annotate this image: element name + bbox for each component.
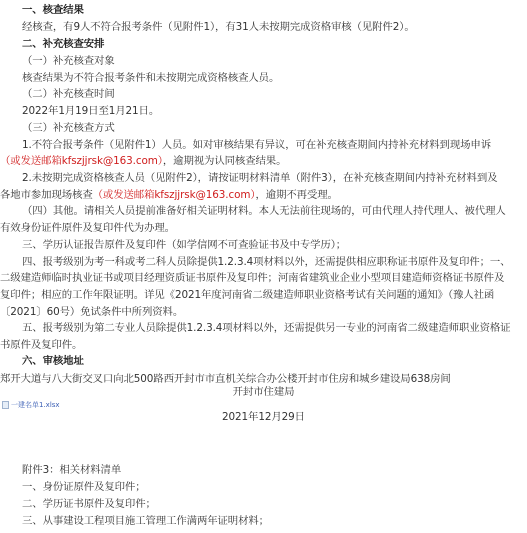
section-2-sub3: （三）补充核查方式 [22, 122, 115, 134]
section-2-sub2: （二）补充核查时间 [22, 88, 115, 100]
section-2-sub1-body: 核查结果为不符合报考条件和未按期完成资格核查人员。 [22, 72, 280, 84]
email-note: （或发送邮箱kfszjjrsk@163.com） [0, 155, 163, 167]
paragraph-1-line-2 [0, 154, 286, 169]
paragraph-3-line-1: （四）其他。请相关人员提前准备好相关证明材料。本人无法前往现场的，可由代理人持代理人、被代理人 [22, 205, 506, 217]
attachment-filename[interactable]: 一建名单1.xlsx [11, 401, 60, 409]
file-icon [2, 401, 9, 409]
paragraph-5-line-4: 〔2021〕60号）免试条件中所列资料。 [0, 306, 184, 318]
paragraph-5-line-3: 复印件；相应的工作年限证明。详见《2021年度河南省二级建造师职业资格考试有关问题的通知》（豫人社函 [0, 289, 495, 301]
paragraph-6-line-1: 五、报考级别为第二专业人员除提供1.2.3.4项材料以外，还需提供另一专业的河南省二级建造师职业资格证 [22, 322, 511, 334]
section-6-title: 六、审核地址 [22, 355, 84, 367]
paragraph-5-line-2: 二级建造师临时执业证书或项目经理资质证书原件及复印件；河南省建筑业企业小型项目建造师资格证书原件及 [0, 272, 505, 284]
paragraph-6-line-2: 书原件及复印件。 [0, 339, 83, 351]
email-note: （或发送邮箱kfszjjrsk@163.com） [92, 189, 256, 201]
section-1-body: 经核查，有9人不符合报考条件（见附件1），有31人未按期完成资格审核（见附件2）。 [22, 21, 415, 33]
paragraph-2-head: 各地市参加现场核查 [0, 189, 93, 201]
section-2-sub2-body: 2022年1月19日至1月21日。 [22, 105, 160, 117]
paragraph-1-line-1: 1.不符合报考条件（见附件1）人员。如对审核结果有异议，可在补充核查期间内持补充材料到现场申诉 [22, 139, 492, 151]
paragraph-2-line-1: 2.未按期完成资格核查人员（见附件2），请按证明材料清单（附件3），在补充核查期间内持补充材料到及 [22, 172, 498, 184]
attachment-link[interactable] [2, 400, 60, 410]
issue-date: 2021年12月29日 [222, 411, 305, 423]
attachment-3-item-2: 二、学历证书原件及复印件； [22, 498, 156, 510]
paragraph-2-tail: ，逾期不再受理。 [255, 189, 338, 201]
paragraph-1-tail: ，逾期视为认同核查结果。 [162, 155, 287, 167]
section-2-sub1: （一）补充核查对象 [22, 55, 115, 67]
attachment-3-item-1: 一、身份证原件及复印件； [22, 481, 146, 493]
address-line: 郑开大道与八大街交叉口向北500路西开封市市直机关综合办公楼开封市住房和城乡建设局638房间 [0, 373, 451, 385]
paragraph-5-line-1: 四、报考级别为考一科或考二科人员除提供1.2.3.4项材料以外，还需提供相应职称证书原件及复印件；一、 [22, 256, 511, 268]
attachment-3-item-3: 三、从事建设工程项目施工管理工作满两年证明材料； [22, 515, 269, 527]
paragraph-4: 三、学历认证报告原件及复印件（如学信网不可查验证书及中专学历）； [22, 239, 347, 251]
section-2-title: 二、补充核查安排 [22, 38, 105, 50]
issuing-organization: 开封市住建局 [232, 386, 295, 398]
paragraph-2-line-2 [0, 188, 338, 203]
paragraph-3-line-2: 有效身份证件原件及复印件代为办理。 [0, 222, 175, 234]
section-1-title: 一、核查结果 [22, 4, 84, 16]
attachment-3-title: 附件3：相关材料清单 [22, 464, 122, 476]
